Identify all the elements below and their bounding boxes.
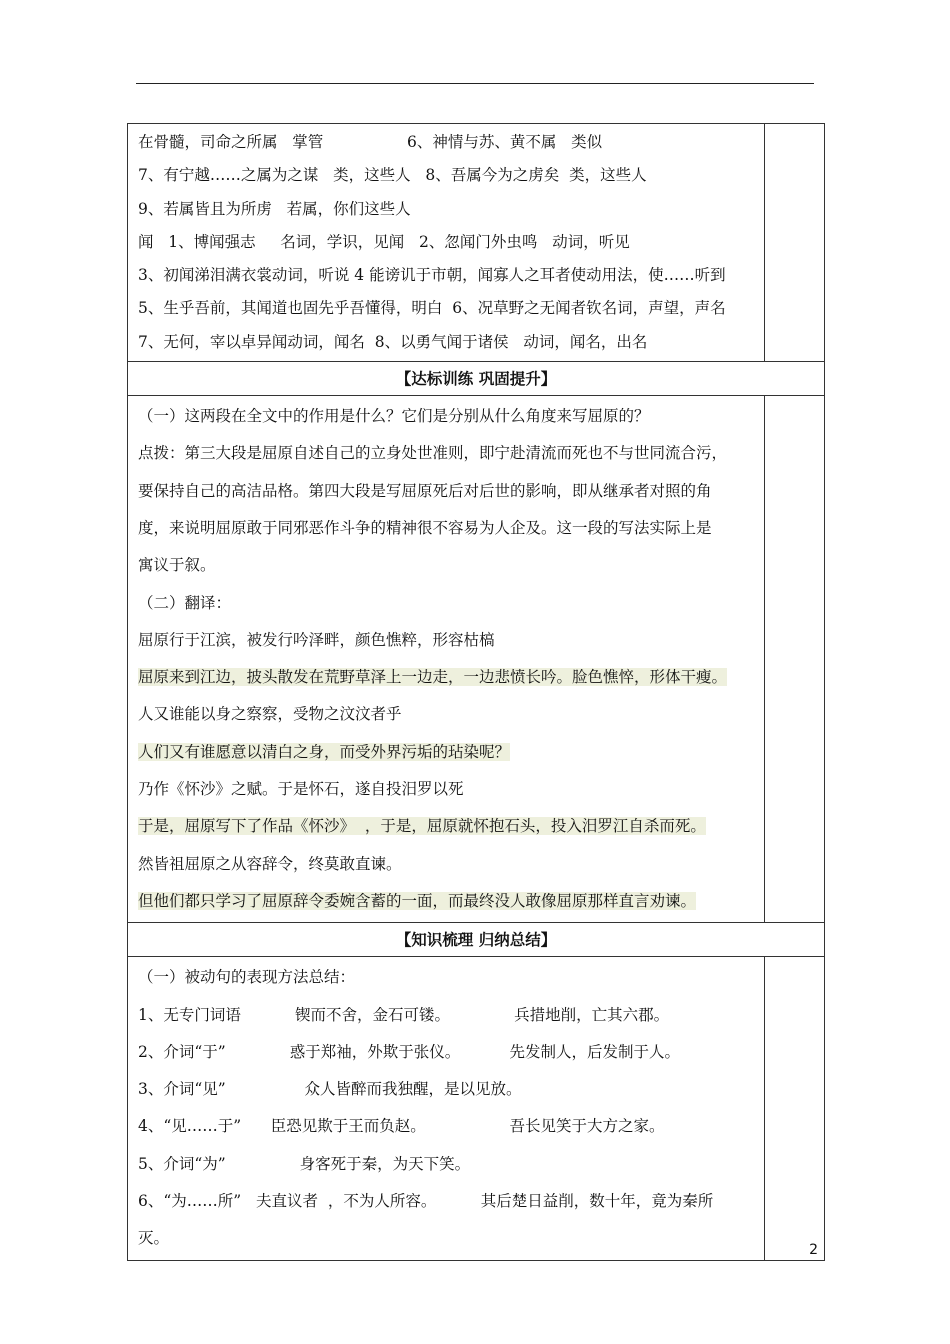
summary-cell	[128, 957, 765, 1260]
text-line: 人们又有谁愿意以清白之身，而受外界污垢的玷染呢？	[138, 742, 511, 761]
text-line: 9、若属皆且为所虏 若属，你们这些人	[138, 199, 411, 218]
text-line: 要保持自己的高洁品格。第四大段是写屈原死后对后世的影响，即从继承者对照的角	[138, 481, 712, 500]
text-line: 1、无专门词语 锲而不舍，金石可镂。 兵措地削，亡其六郡。	[138, 1005, 670, 1024]
table-row	[128, 396, 825, 923]
text-line: 屈原行于江滨，被发行吟泽畔，颜色憔粹，形容枯槁	[138, 630, 495, 649]
text-line: 4、“见……于” 臣恐见欺于王而负赵。 吾长见笑于大方之家。	[138, 1117, 665, 1136]
training-lines	[128, 396, 764, 922]
text-line: 5、介词“为” 身客死于秦，为天下笑。	[138, 1154, 471, 1173]
text-line: 然皆祖屈原之从容辞令，终莫敢直谏。	[138, 854, 402, 873]
text-line: 度，来说明屈原敢于同邪恶作斗争的精神很不容易为人企及。这一段的写法实际上是	[138, 518, 712, 537]
side-cell	[764, 124, 824, 362]
side-cell	[764, 396, 824, 923]
side-cell	[764, 957, 824, 1260]
section-header-training: 【达标训练 巩固提升】	[128, 362, 825, 396]
vocab-lines	[128, 124, 764, 361]
text-line: （二）翻译：	[138, 593, 232, 612]
text-line: 寓议于叙。	[138, 556, 216, 575]
table-row	[128, 362, 825, 396]
text-line: 屈原来到江边，披头散发在荒野草泽上一边走，一边悲愤长吟。脸色憔悴，形体干瘦。	[138, 668, 728, 687]
text-line: （一）这两段在全文中的作用是什么？它们是分别从什么角度来写屈原的？	[138, 407, 650, 426]
text-line: 3、介词“见” 众人皆醉而我独醒，是以见放。	[138, 1080, 522, 1099]
table-row	[128, 923, 825, 957]
text-line: 于是，屈原写下了作品《怀沙》 ，于是，屈原就怀抱石头，投入汨罗江自杀而死。	[138, 817, 706, 836]
page-number: 2	[809, 1242, 818, 1258]
text-line: 2、介词“于” 惑于郑袖，外欺于张仪。 先发制人，后发制于人。	[138, 1042, 681, 1061]
text-line: 6、“为……所” 夫直议者 ，不为人所容。 其后楚日益削，数十年，竟为秦所	[138, 1192, 714, 1211]
summary-lines	[128, 957, 764, 1259]
content-table	[127, 123, 825, 1261]
text-line: 3、初闻涕泪满衣裳动词，听说 4 能谤讥于市朝，闻寡人之耳者使动用法，使……听到	[138, 266, 726, 285]
text-line: 7、无何，宰以卓异闻动词，闻名 8、以勇气闻于诸侯 动词，闻名，出名	[138, 332, 648, 351]
section-header-summary: 【知识梳理 归纳总结】	[128, 923, 825, 957]
text-line: 闻 1、博闻强志 名词，学识，见闻 2、忽闻门外虫鸣 动词，听见	[138, 232, 630, 251]
text-line: 点拨：第三大段是屈原自述自己的立身处世准则，即宁赴清流而死也不与世同流合污，	[138, 444, 728, 463]
table-row	[128, 957, 825, 1260]
text-line: 5、生乎吾前，其闻道也固先乎吾懂得，明白 6、况草野之无闻者钦名词，声望，声名	[138, 299, 726, 318]
text-line: 在骨髓，司命之所属 掌管 6、神情与苏、黄不属 类似	[138, 133, 603, 151]
text-line: 7、有宁越……之属为之谋 类，这些人 8、吾属今为之虏矣 类，这些人	[138, 166, 647, 185]
text-line: 但他们都只学习了屈原辞令委婉含蓄的一面，而最终没人敢像屈原那样直言劝谏。	[138, 891, 697, 910]
training-cell	[128, 396, 765, 923]
header-rule	[136, 83, 814, 84]
text-line: 乃作《怀沙》之赋。于是怀石，遂自投汨罗以死	[138, 780, 464, 799]
text-line: 灭。	[138, 1229, 170, 1248]
text-line: （一）被动句的表现方法总结：	[138, 968, 356, 987]
vocab-cell	[128, 124, 765, 362]
text-line: 人又谁能以身之察察，受物之汶汶者乎	[138, 705, 402, 724]
table-row	[128, 124, 825, 362]
